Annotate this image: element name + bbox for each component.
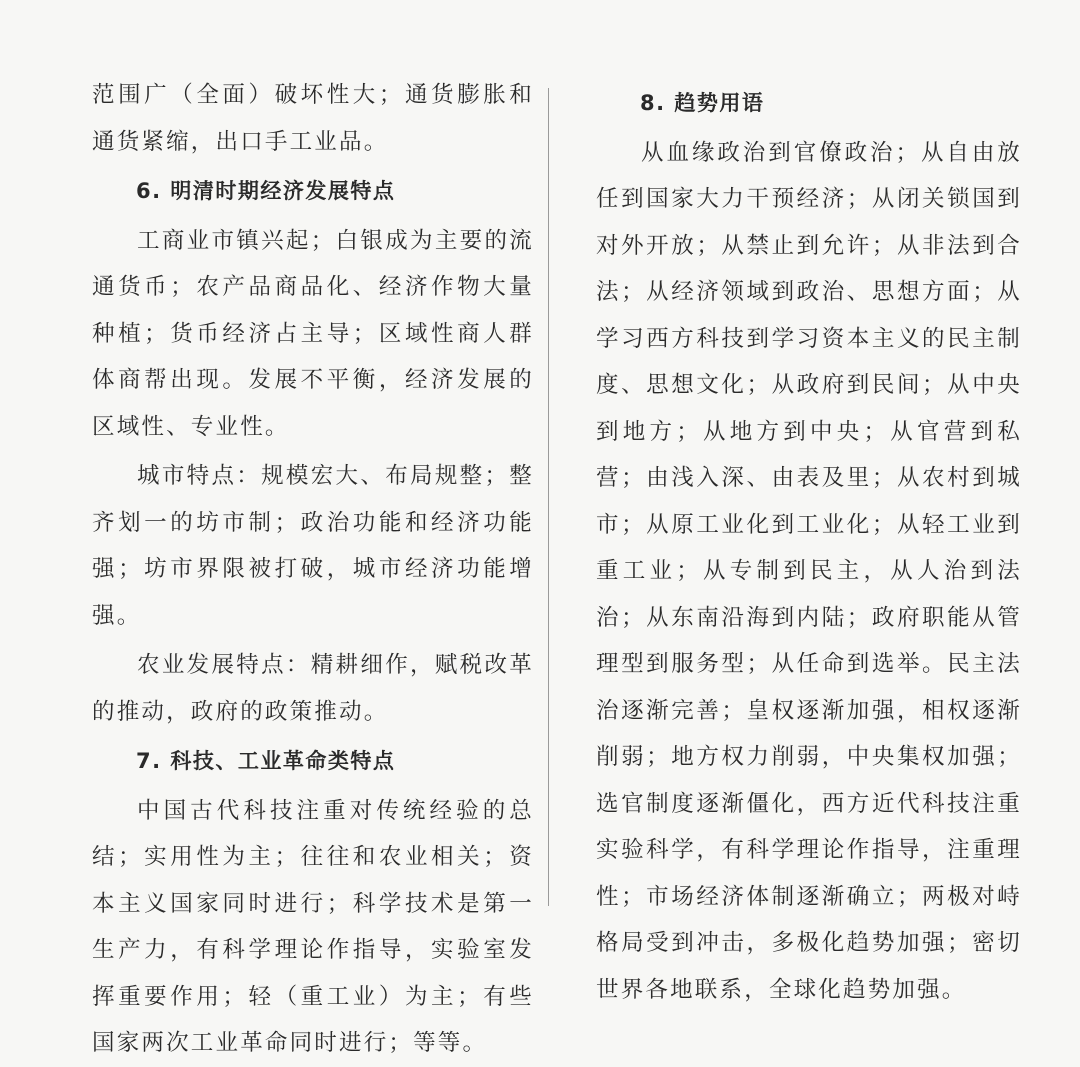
section-8-heading: 8. 趋势用语 (640, 91, 765, 115)
continuation-paragraph: 范围广（全面）破坏性大；通货膨胀和通货紧缩，出口手工业品。 (92, 82, 534, 155)
section-8-paragraph-1: 从血缘政治到官僚政治；从自由放任到国家大力干预经济；从闭关锁国到对外开放；从禁止到允许；从非法到合法；从经济领域到政治、思想方面；从学习西方科技到学习资本主义的民主制度、思想文化；从政府到民间；从中央到地方；从地方到中央；从官营到私营；由浅入深、由表及里；从农村到城市；从原工业化到工业化；从轻工业到重工业；从专制到民主，从人治到法治；从东南沿海到内陆；政府职能从管理型到服务型；从任命到选举。民主法治逐渐完善；皇权逐渐加强，相权逐渐削弱；地方权力削弱，中央集权加强；选官制度逐渐僵化，西方近代科技注重实验科学，有科学理论作指导，注重理性；市场经济体制逐渐确立；两极对峙格局受到冲击，多极化趋势加强；密切世界各地联系，全球化趋势加强。 (596, 139, 1022, 1003)
right-column (596, 80, 1022, 1013)
section-6-paragraph-1: 工商业市镇兴起；白银成为主要的流通货币；农产品商品化、经济作物大量种植；货币经济占主导；区域性商人群体商帮出现。发展不平衡，经济发展的区域性、专业性。 (92, 227, 534, 440)
column-divider (548, 88, 549, 906)
section-7-heading: 7. 科技、工业革命类特点 (136, 749, 396, 773)
section-6-paragraph-2: 城市特点：规模宏大、布局规整；整齐划一的坊市制；政治功能和经济功能强；坊市界限被打破，城市经济功能增强。 (92, 463, 534, 629)
section-7-paragraph-1: 中国古代科技注重对传统经验的总结；实用性为主；往往和农业相关；资本主义国家同时进行；科学技术是第一生产力，有科学理论作指导，实验室发挥重要作用；轻（重工业）为主；有些国家两次工业革命同时进行；等等。 (92, 797, 534, 1056)
section-6-heading: 6. 明清时期经济发展特点 (136, 179, 396, 203)
left-column (92, 72, 534, 1067)
section-6-paragraph-3: 农业发展特点：精耕细作，赋税改革的推动，政府的政策推动。 (92, 652, 534, 725)
